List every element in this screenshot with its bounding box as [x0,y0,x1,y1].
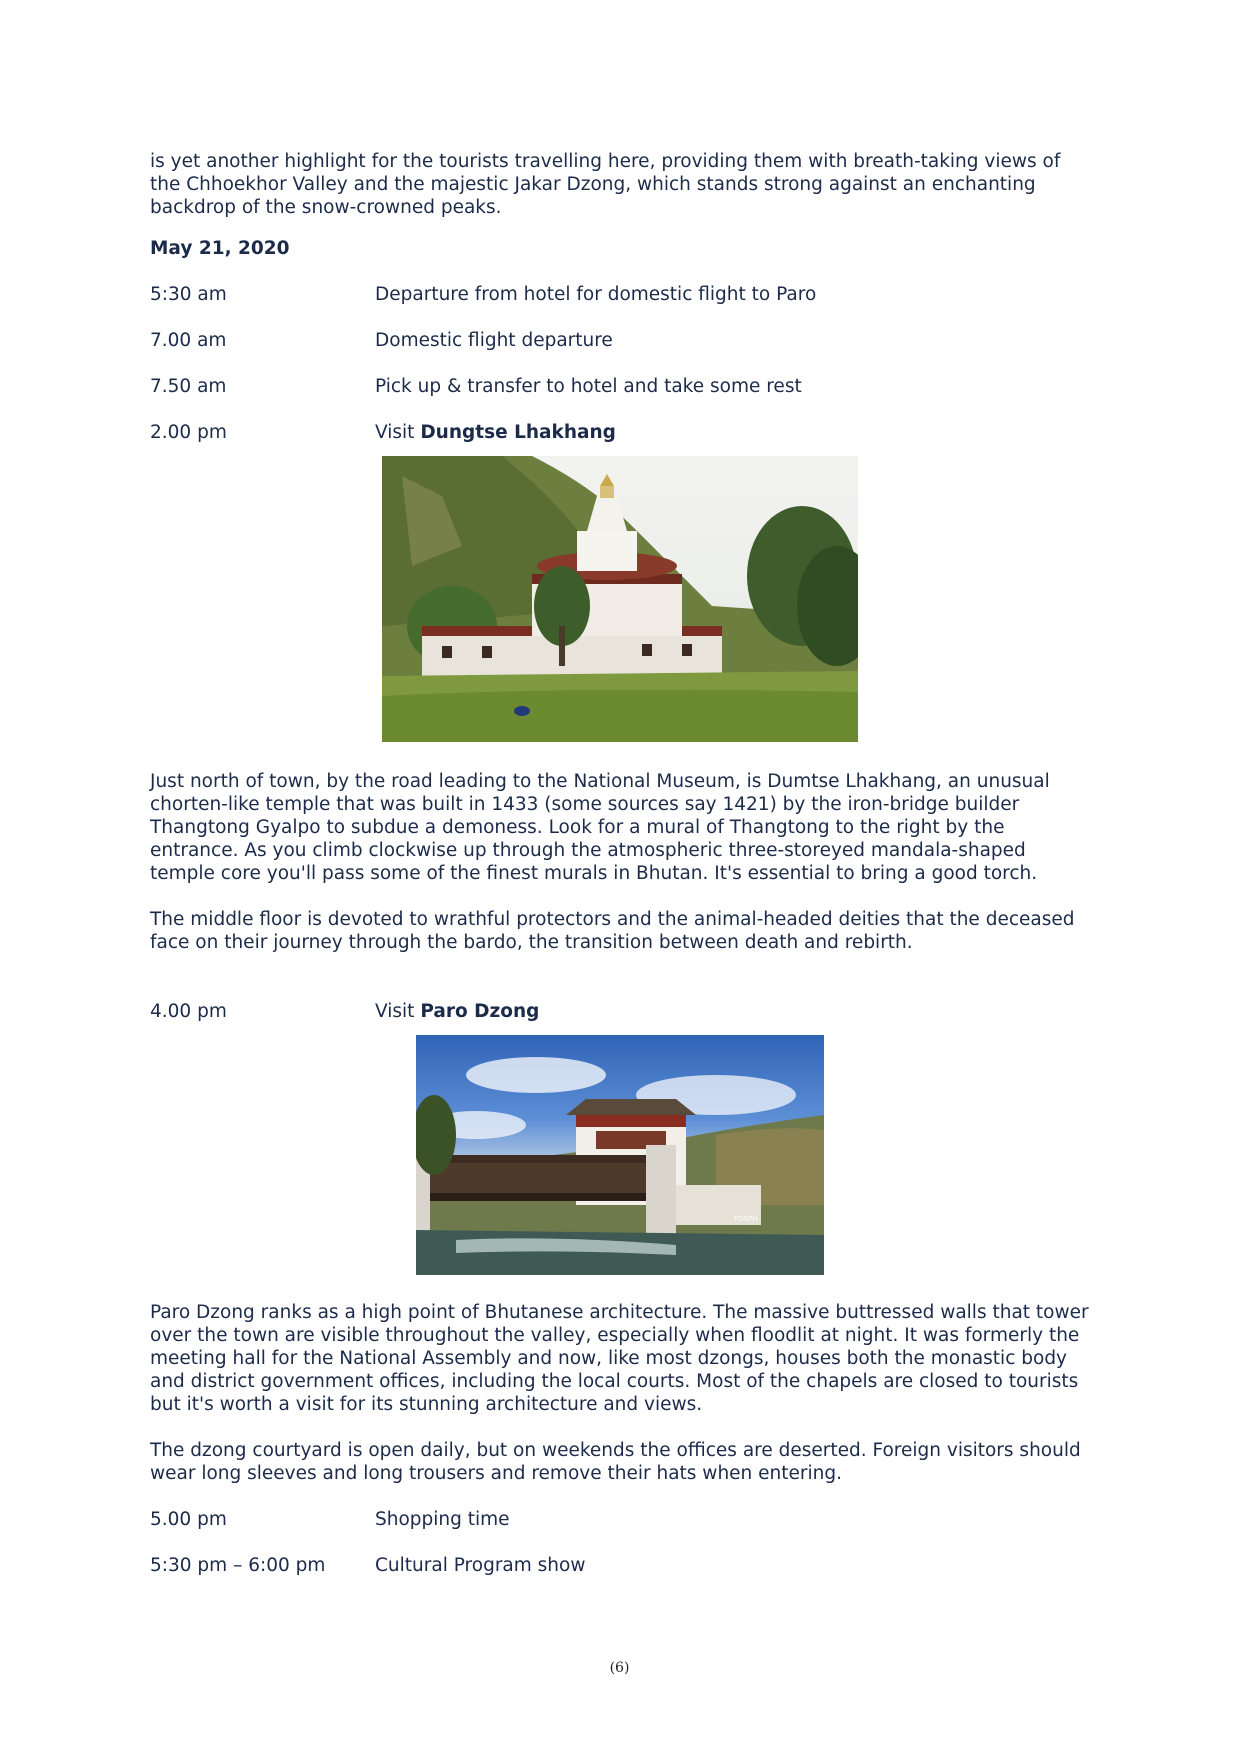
schedule-activity: Departure from hotel for domestic flight to Paro [375,284,817,305]
visit-prefix: Visit [375,1001,421,1022]
schedule-row [150,1554,1090,1577]
schedule-row [150,375,1090,398]
intro-paragraph: is yet another highlight for the tourists travelling here, providing them with breath-taking views of the Chhoekhor Valley and the majestic Jakar Dzong, which stands strong against an enchanting backdrop of the snow-crowned peaks. [150,151,1061,218]
schedule-row-visit-paro [150,1000,1090,1023]
document-page [150,150,1090,1577]
dungtse-lhakhang-photo [382,456,858,742]
paro-paragraph: The dzong courtyard is open daily, but on weekends the offices are deserted. Foreign visitors should wear long sleeves and long trousers and remove their hats when entering. [150,1440,1081,1484]
schedule-row-visit-dungtse [150,421,1090,444]
dungtse-paragraph: The middle floor is devoted to wrathful protectors and the animal-headed deities that the deceased face on their journey through the bardo, the transition between death and rebirth. [150,909,1075,953]
schedule-time: 4.00 pm [150,1001,227,1022]
schedule-time: 5:30 am [150,284,227,305]
place-name: Paro Dzong [420,1001,540,1022]
visit-prefix: Visit [375,422,421,443]
page-number: (6) [609,1660,630,1676]
paro-dzong-photo [416,1035,824,1275]
dungtse-lhakhang-illustration [382,456,858,742]
paro-paragraph: Paro Dzong ranks as a high point of Bhutanese architecture. The massive buttressed walls that tower over the town are visible throughout the valley, especially when floodlit at night. It was formerly the meeting hall for the National Assembly and now, like most dzongs, houses both the monastic body and district government offices, including the local courts. Most of the chapels are closed to tourists but it's worth a visit for its stunning architecture and views. [150,1302,1089,1415]
schedule-activity: Shopping time [375,1509,510,1530]
schedule-time: 7.00 am [150,330,227,351]
schedule-row [150,1508,1090,1531]
dungtse-paragraph: Just north of town, by the road leading to the National Museum, is Dumtse Lhakhang, an unusual chorten-like temple that was built in 1433 (some sources say 1421) by the iron-bridge builder Thangtong Gyalpo to subdue a demoness. Look for a mural of Thangtong to the right by the entrance. As you climb clockwise up through the atmospheric three-storeyed mandala-shaped temple core you'll pass some of the finest murals in Bhutan. It's essential to bring a good torch. [150,771,1050,884]
paro-dzong-illustration [416,1035,824,1275]
schedule-row [150,329,1090,352]
place-name: Dungtse Lhakhang [420,422,616,443]
schedule-time: 5.00 pm [150,1509,227,1530]
schedule-activity [375,1000,539,1023]
schedule-activity [375,421,616,444]
schedule-time: 7.50 am [150,376,227,397]
schedule-row [150,283,1090,306]
schedule-activity: Cultural Program show [375,1555,586,1576]
schedule-time: 2.00 pm [150,422,227,443]
photo-watermark: FDSPH [734,1215,758,1223]
schedule-activity: Pick up & transfer to hotel and take some rest [375,376,802,397]
schedule-time: 5:30 pm – 6:00 pm [150,1555,326,1576]
date-heading: May 21, 2020 [150,238,290,259]
schedule-activity: Domestic flight departure [375,330,613,351]
